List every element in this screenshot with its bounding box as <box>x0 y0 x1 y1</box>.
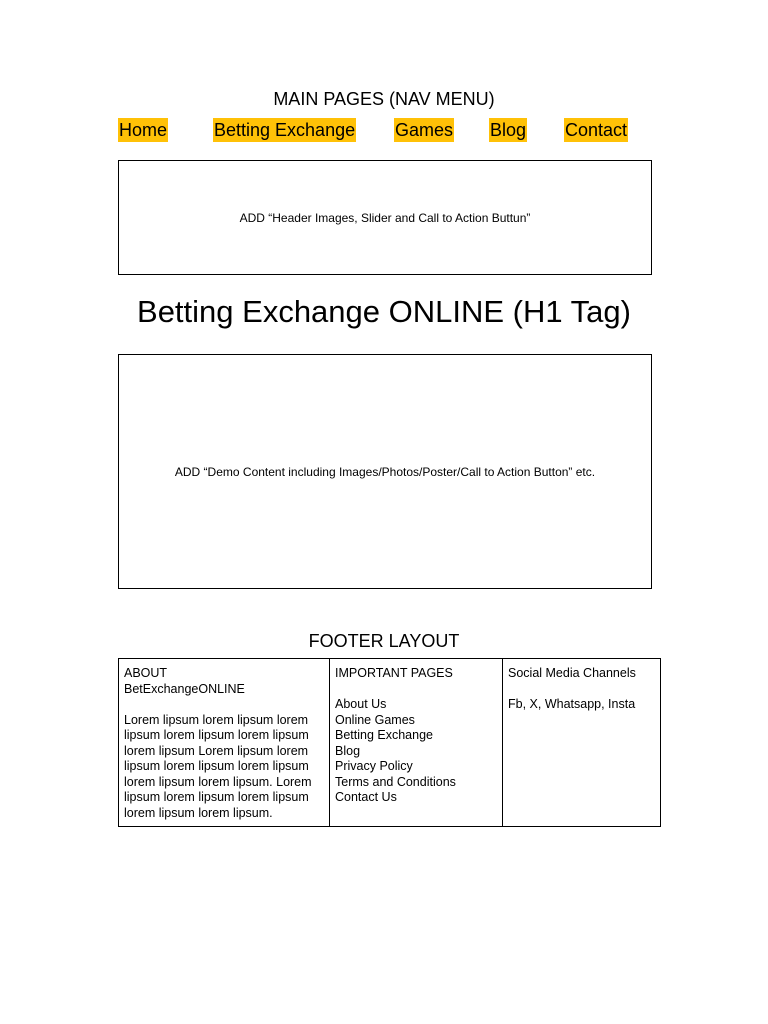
footer-social-column <box>502 659 660 826</box>
footer-about-text-line: lipsum lorem lipsum lorem lipsum <box>124 759 309 773</box>
nav-link-games[interactable]: Games <box>395 120 454 140</box>
footer-about-column <box>119 659 329 826</box>
footer-about-text-line: lorem lipsum Lorem lipsum lorem <box>124 743 309 758</box>
footer-about-text-line: Lorem lipsum lorem lipsum lorem <box>124 712 309 727</box>
footer-important-pages-heading: IMPORTANT PAGES <box>335 666 453 680</box>
footer-social-channels: Fb, X, Whatsapp, Insta <box>508 697 636 711</box>
footer-link-blog[interactable]: Blog <box>335 743 361 758</box>
footer-social-heading: Social Media Channels <box>508 666 636 680</box>
nav-link-betting-exchange[interactable]: Betting Exchange <box>214 120 356 140</box>
footer-important-pages-column <box>329 659 502 826</box>
footer-about-heading: ABOUT <box>124 666 168 680</box>
nav-link-contact[interactable]: Contact <box>565 120 628 140</box>
footer-layout-title: FOOTER LAYOUT <box>308 631 460 651</box>
nav-menu-title: MAIN PAGES (NAV MENU) <box>273 89 495 109</box>
footer-about-text-line: lorem lipsum lorem lipsum. <box>124 805 273 820</box>
demo-content-placeholder-text: ADD “Demo Content including Images/Photos/Poster/Call to Action Button” etc. <box>174 464 596 479</box>
footer-site-name: BetExchangeONLINE <box>124 681 245 696</box>
footer-table <box>118 658 661 827</box>
nav-link-home[interactable]: Home <box>119 120 168 140</box>
header-placeholder-text: ADD “Header Images, Slider and Call to Action Buttun” <box>239 210 531 225</box>
nav-link-blog[interactable]: Blog <box>490 120 527 140</box>
header-placeholder-box <box>118 160 652 275</box>
page-title: Betting Exchange ONLINE (H1 Tag) <box>137 294 631 329</box>
footer-link-privacy-policy[interactable]: Privacy Policy <box>335 759 413 773</box>
footer-link-terms-and-conditions[interactable]: Terms and Conditions <box>335 774 456 789</box>
footer-about-text-line: lipsum lorem lipsum lorem lipsum <box>124 728 309 742</box>
demo-content-placeholder-box <box>118 354 652 589</box>
footer-link-betting-exchange[interactable]: Betting Exchange <box>335 728 433 742</box>
footer-link-contact-us[interactable]: Contact Us <box>335 790 397 804</box>
footer-about-text-line: lipsum lorem lipsum lorem lipsum <box>124 790 309 804</box>
footer-link-about-us[interactable]: About Us <box>335 697 387 711</box>
footer-link-online-games[interactable]: Online Games <box>335 712 415 727</box>
footer-about-text-line: lorem lipsum lorem lipsum. Lorem <box>124 774 312 789</box>
